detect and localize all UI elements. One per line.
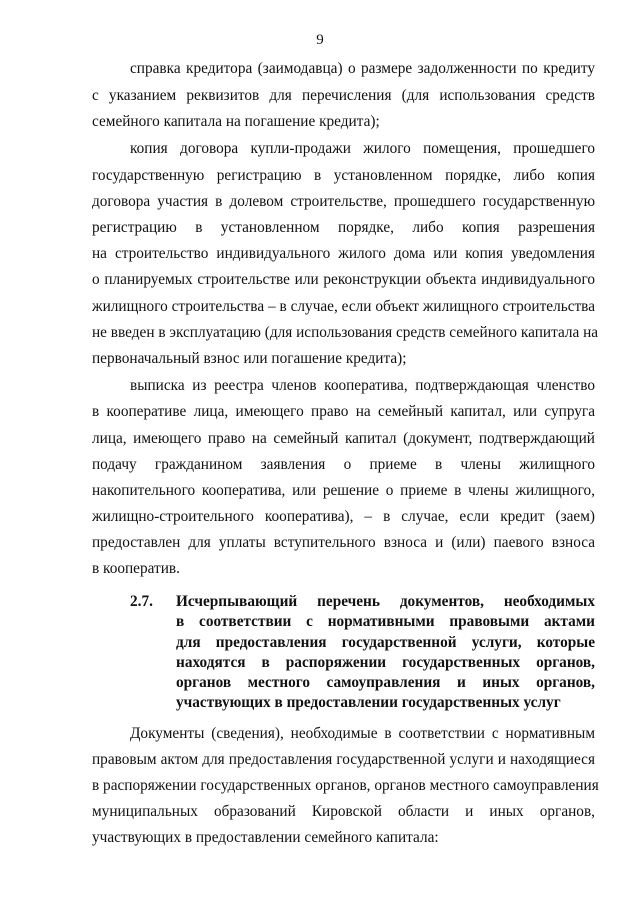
- paragraph-line: подачу гражданином заявления о приеме в члены жилищного: [92, 456, 595, 473]
- paragraph-line: семейного капитала на погашение кредита);: [92, 113, 380, 130]
- paragraph-line: на строительство индивидуального жилого дома или копия уведомления: [92, 245, 595, 262]
- section-heading-line: находятся в распоряжении государственных органов,: [176, 654, 595, 671]
- page-number: 9: [316, 32, 324, 48]
- paragraph-line: правовым актом для предоставления государственной услуги и находящиеся: [92, 751, 595, 768]
- section-heading-line: для предоставления государственной услуги, которые: [176, 634, 595, 651]
- paragraph-line: в кооператив.: [92, 560, 180, 577]
- section-heading-line: органов местного самоуправления и иных органов,: [176, 674, 595, 691]
- paragraph-line: договора участия в долевом строительстве, прошедшего государственную: [92, 193, 595, 210]
- paragraph-line: выписка из реестра членов кооператива, подтверждающая членство: [130, 377, 595, 394]
- paragraph-line: жилищного строительства – в случае, если объект жилищного строительства: [92, 298, 595, 315]
- paragraph-line: о планируемых строительстве или реконструкции объекта индивидуального: [92, 271, 595, 288]
- paragraph-line: не введен в эксплуатацию (для использования средств семейного капитала на: [92, 324, 599, 341]
- section-heading-line: Исчерпывающий перечень документов, необходимых: [176, 593, 595, 610]
- paragraph-line: первоначальный взнос или погашение кредита);: [92, 350, 407, 367]
- paragraph-line: регистрацию в установленном порядке, либо копия разрешения: [92, 219, 595, 236]
- paragraph-line: справка кредитора (заимодавца) о размере задолженности по кредиту: [130, 60, 595, 77]
- paragraph-line: в кооперативе лица, имеющего право на семейный капитал, или супруга: [92, 403, 595, 420]
- paragraph-line: в распоряжении государственных органов, органов местного самоуправления: [92, 777, 599, 794]
- paragraph-line: лица, имеющего право на семейный капитал (документ, подтверждающий: [92, 430, 595, 447]
- paragraph-line: предоставлен для уплаты вступительного взноса и (или) паевого взноса: [92, 534, 595, 551]
- paragraph-line: жилищно-строительного кооператива), – в случае, если кредит (заем): [92, 508, 595, 525]
- section-heading-line: участвующих в предоставлении государственных услуг: [176, 694, 561, 711]
- paragraph-line: копия договора купли-продажи жилого помещения, прошедшего: [130, 140, 595, 157]
- paragraph-line: накопительного кооператива, или решение о приеме в члены жилищного,: [92, 482, 595, 499]
- paragraph-line: муниципальных образований Кировской области и иных органов,: [92, 803, 595, 820]
- paragraph-line: участвующих в предоставлении семейного капитала:: [92, 829, 439, 846]
- paragraph-line: с указанием реквизитов для перечисления (для использования средств: [92, 87, 595, 104]
- paragraph-line: государственную регистрацию в установленном порядке, либо копия: [92, 167, 595, 184]
- paragraph-line: Документы (сведения), необходимые в соответствии с нормативным: [130, 725, 595, 742]
- section-heading-line: в соответствии с нормативными правовыми актами: [176, 613, 595, 630]
- section-number: 2.7.: [130, 593, 153, 610]
